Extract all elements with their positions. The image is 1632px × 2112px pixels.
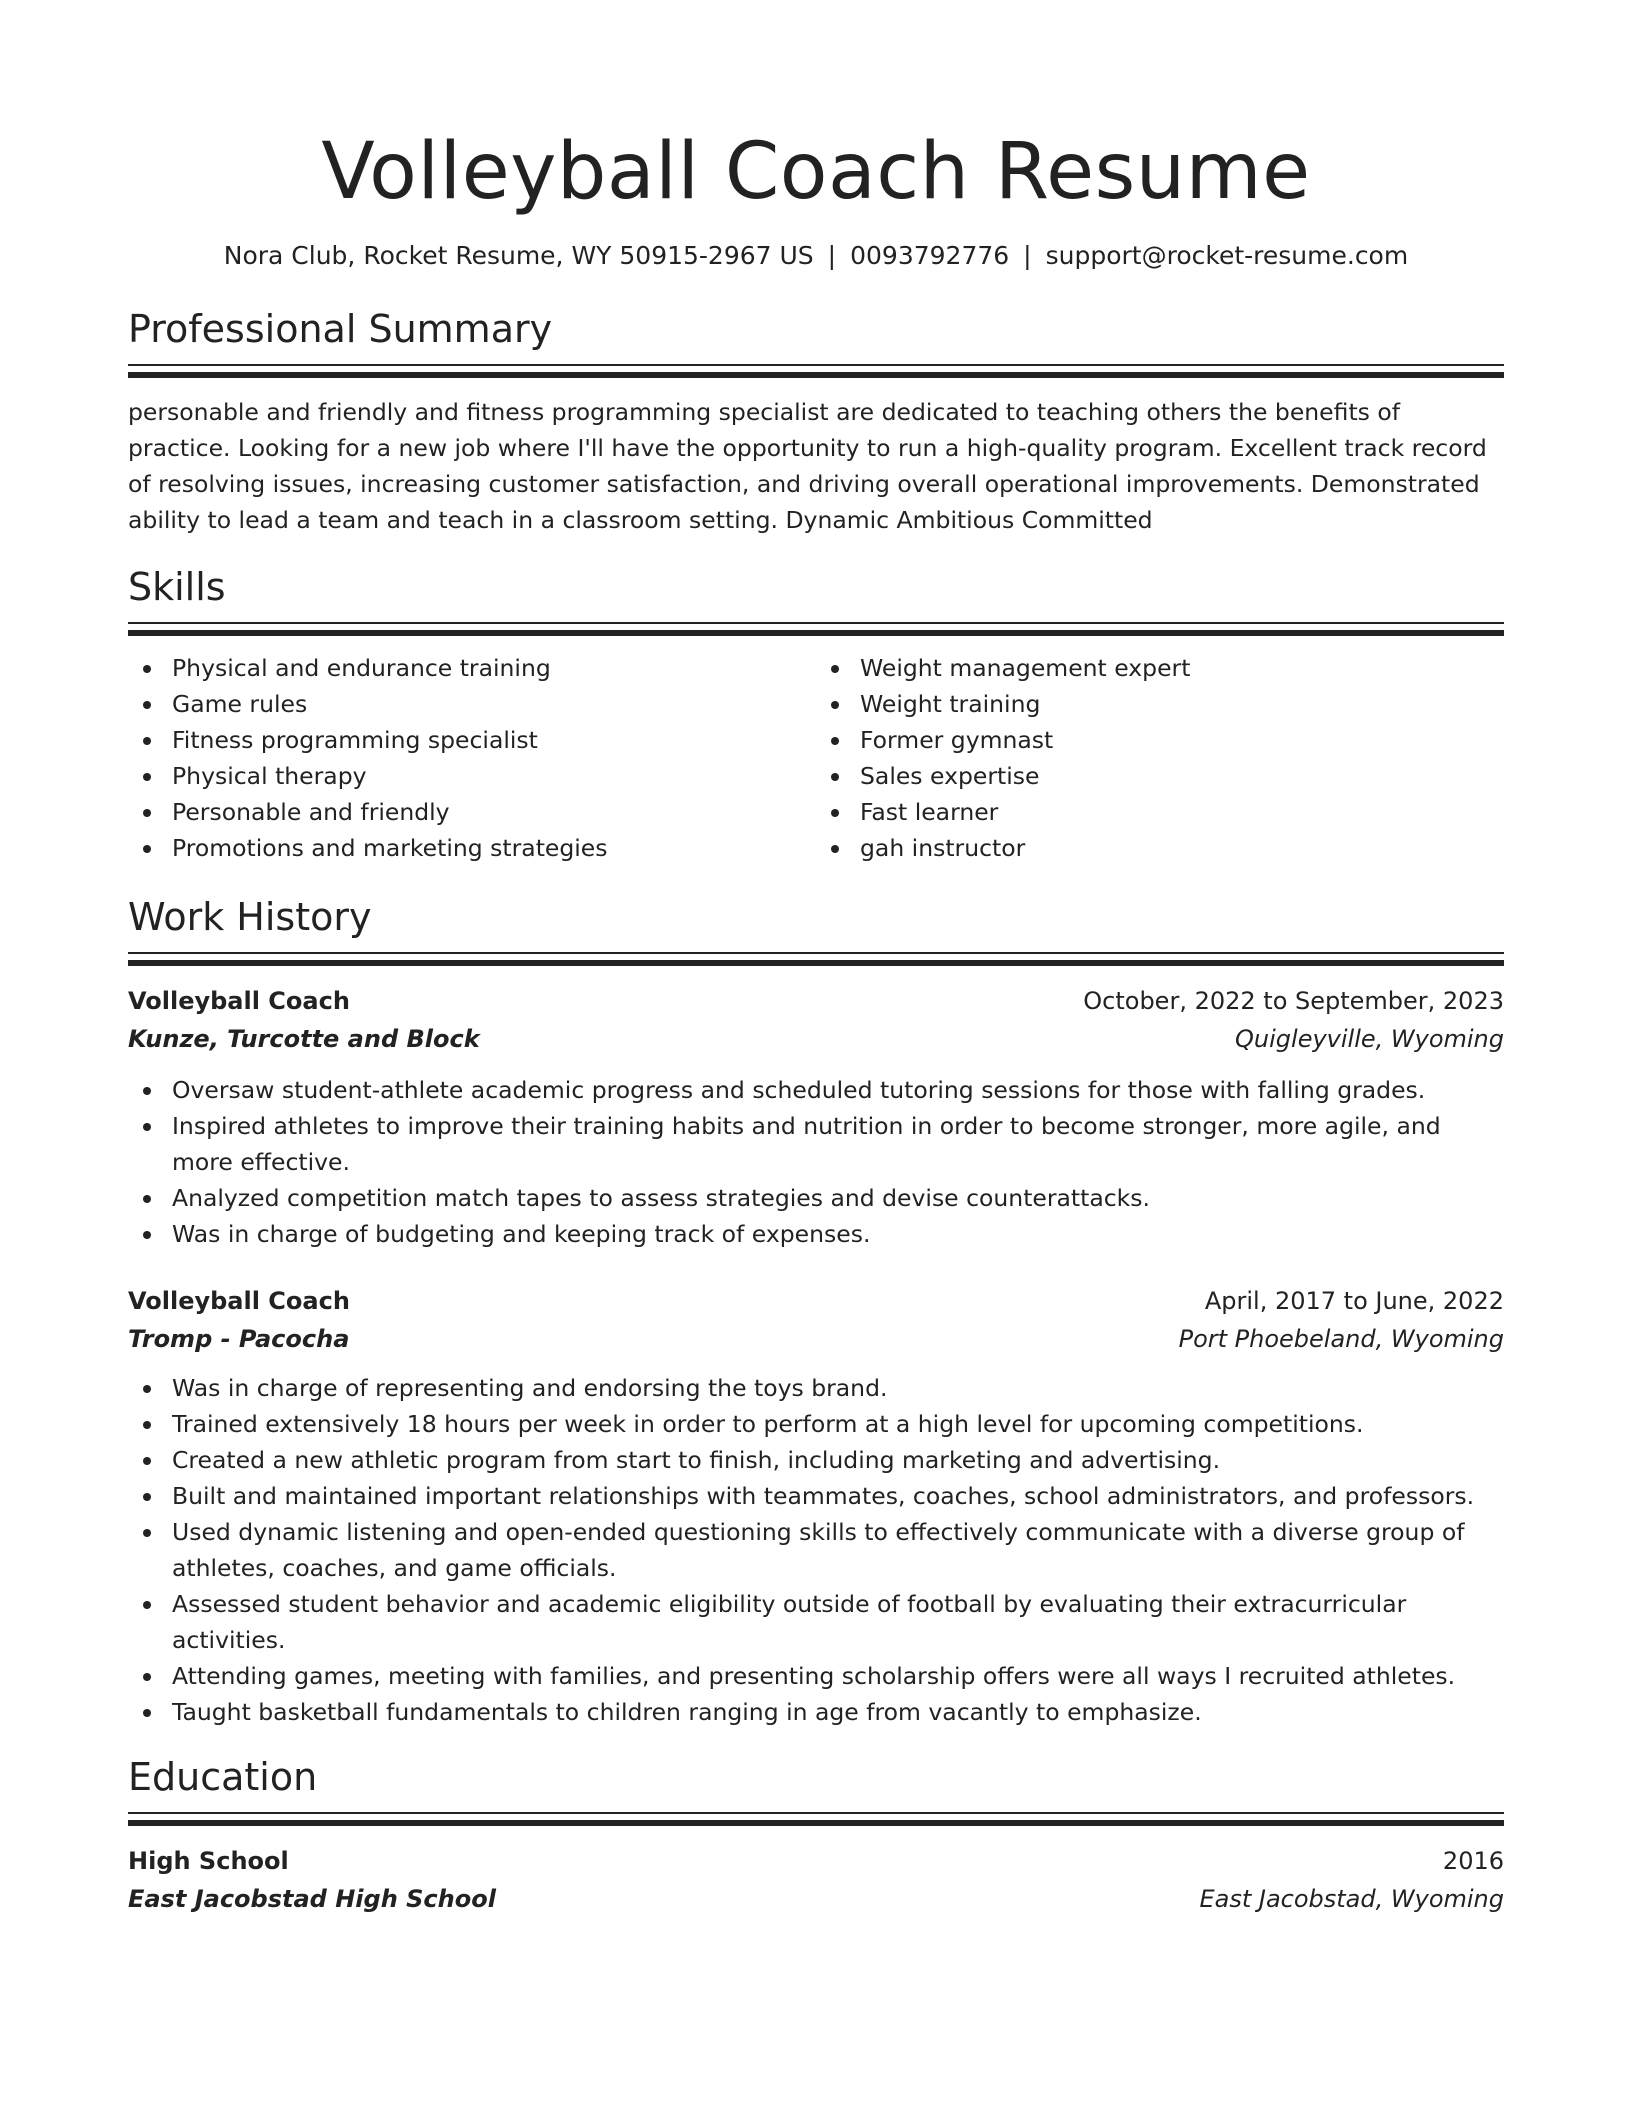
education-header-row	[128, 1842, 1504, 1880]
job-header-row	[128, 1282, 1504, 1320]
education-entry	[128, 1842, 1504, 1918]
education-school: East Jacobstad High School	[128, 1885, 496, 1913]
skill-item: Physical therapy	[128, 758, 816, 794]
job-entry	[128, 982, 1504, 1252]
job-employer: Kunze, Turcotte and Block	[128, 1025, 480, 1053]
section-rule-thin	[128, 622, 1504, 624]
job-bullet: Attending games, meeting with families, and presenting scholarship offers were all ways I recruited athletes.	[128, 1658, 1504, 1694]
job-entry	[128, 1282, 1504, 1730]
section-rule-thick	[128, 372, 1504, 378]
section-rule-thin	[128, 1812, 1504, 1814]
job-bullet: Assessed student behavior and academic eligibility outside of football by evaluating their extracurricular activities.	[128, 1586, 1504, 1658]
skill-item: Promotions and marketing strategies	[128, 830, 816, 866]
job-location: Port Phoebeland, Wyoming	[1178, 1325, 1504, 1353]
job-dates: October, 2022 to September, 2023	[1083, 987, 1504, 1015]
job-dates: April, 2017 to June, 2022	[1204, 1287, 1504, 1315]
job-bullet: Trained extensively 18 hours per week in order to perform at a high level for upcoming competitions.	[128, 1406, 1504, 1442]
job-title: Volleyball Coach	[128, 987, 350, 1015]
skills-list-left	[128, 650, 816, 866]
job-bullet: Built and maintained important relationships with teammates, coaches, school administrators, and professors.	[128, 1478, 1504, 1514]
skill-item: Sales expertise	[816, 758, 1504, 794]
skills-columns	[128, 650, 1504, 866]
education-heading: Education	[128, 1755, 318, 1799]
job-title: Volleyball Coach	[128, 1287, 350, 1315]
contact-address: Nora Club, Rocket Resume, WY 50915-2967 US	[223, 241, 814, 270]
job-employer-row	[128, 1020, 1504, 1058]
section-rule-thin	[128, 952, 1504, 954]
resume-page	[128, 120, 1504, 1918]
skills-heading: Skills	[128, 565, 226, 609]
summary-text: personable and friendly and fitness programming specialist are dedicated to teaching others the benefits of practice. Looking for a new job where I'll have the opportunity to run a high-quality program. Excellent track record of resolving issues, increasing customer satisfaction, and driving overall operational improvements. Demonstrated ability to lead a team and teach in a classroom setting. Dynamic Ambitious Committed	[128, 398, 1487, 534]
job-location: Quigleyville, Wyoming	[1235, 1025, 1504, 1053]
skills-list-right	[816, 650, 1504, 866]
education-school-row	[128, 1880, 1504, 1918]
contact-line	[128, 238, 1504, 274]
resume-title: Volleyball Coach Resume	[321, 127, 1311, 217]
education-degree: High School	[128, 1847, 289, 1875]
job-header-row	[128, 982, 1504, 1020]
contact-separator: |	[827, 241, 837, 270]
job-employer-row	[128, 1320, 1504, 1358]
skill-item: Former gymnast	[816, 722, 1504, 758]
work-history-section	[128, 892, 1504, 1730]
section-rule-thick	[128, 630, 1504, 636]
skill-item: Fast learner	[816, 794, 1504, 830]
education-location: East Jacobstad, Wyoming	[1199, 1885, 1504, 1913]
section-rule-thick	[128, 960, 1504, 966]
skill-item: Fitness programming specialist	[128, 722, 816, 758]
skill-item: Weight management expert	[816, 650, 1504, 686]
job-employer: Tromp - Pacocha	[128, 1325, 350, 1353]
job-bullets	[128, 1370, 1504, 1730]
skill-item: Physical and endurance training	[128, 650, 816, 686]
skill-item: Game rules	[128, 686, 816, 722]
section-rule-thin	[128, 364, 1504, 366]
skill-item: Personable and friendly	[128, 794, 816, 830]
work-history-heading: Work History	[128, 895, 372, 939]
job-bullet: Oversaw student-athlete academic progress and scheduled tutoring sessions for those with falling grades.	[128, 1072, 1504, 1108]
job-bullets	[128, 1072, 1504, 1252]
contact-phone: 0093792776	[850, 241, 1010, 270]
job-bullet: Was in charge of representing and endorsing the toys brand.	[128, 1370, 1504, 1406]
contact-email: support@rocket-resume.com	[1045, 241, 1409, 270]
skill-item: gah instructor	[816, 830, 1504, 866]
job-bullet: Taught basketball fundamentals to children ranging in age from vacantly to emphasize.	[128, 1694, 1504, 1730]
job-bullet: Inspired athletes to improve their training habits and nutrition in order to become stronger, more agile, and more effective.	[128, 1108, 1504, 1180]
skill-item: Weight training	[816, 686, 1504, 722]
skills-section	[128, 562, 1504, 866]
summary-heading: Professional Summary	[128, 307, 553, 351]
contact-separator: |	[1023, 241, 1032, 270]
education-year: 2016	[1442, 1847, 1504, 1875]
section-rule-thick	[128, 1820, 1504, 1826]
education-section	[128, 1752, 1504, 1918]
job-bullet: Was in charge of budgeting and keeping track of expenses.	[128, 1216, 1504, 1252]
job-bullet: Analyzed competition match tapes to assess strategies and devise counterattacks.	[128, 1180, 1504, 1216]
job-bullet: Created a new athletic program from start to finish, including marketing and advertising.	[128, 1442, 1504, 1478]
summary-section	[128, 304, 1504, 538]
job-bullet: Used dynamic listening and open-ended questioning skills to effectively communicate with a diverse group of athletes, coaches, and game officials.	[128, 1514, 1504, 1586]
